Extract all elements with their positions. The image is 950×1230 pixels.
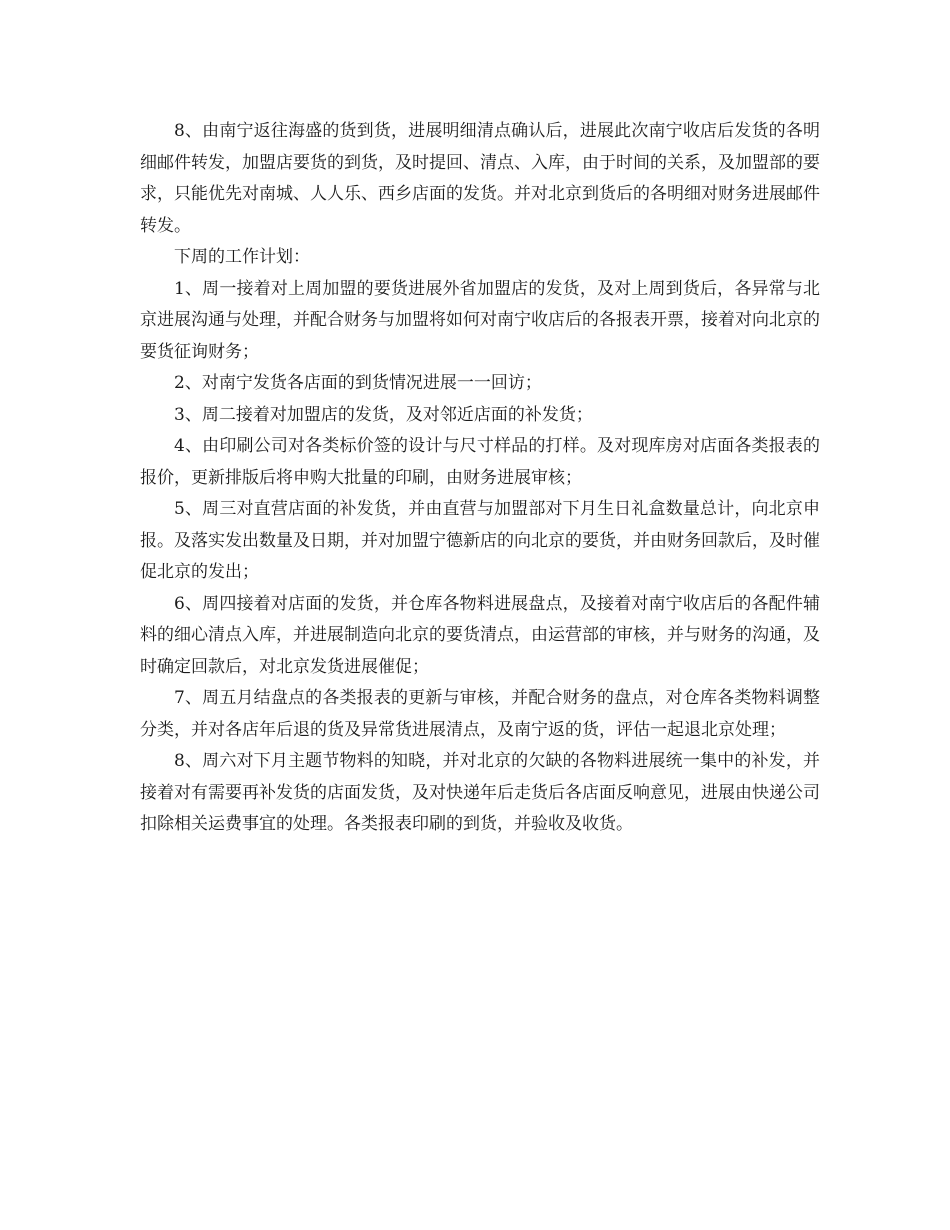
document-body — [140, 116, 820, 841]
paragraph-item-8-shipping: 8、由南宁返往海盛的货到货，进展明细清点确认后，进展此次南宁收店后发货的各明细邮件转发，加盟店要货的到货，及时提回、清点、入库，由于时间的关系，及加盟部的要求，只能优先对南城、人人乐、西乡店面的发货。并对北京到货后的各明细对财务进展邮件转发。 — [140, 121, 820, 236]
plan-item-thursday: 6、周四接着对店面的发货，并仓库各物料进展盘点，及接着对南宁收店后的各配件辅料的细心清点入库，并进展制造向北京的要货清点，由运营部的审核，并与财务的沟通，及时确定回款后，对北京发货进展催促； — [140, 593, 820, 677]
plan-item-tuesday: 3、周二接着对加盟店的发货，及对邻近店面的补发货； — [174, 404, 593, 425]
plan-item-monday: 1、周一接着对上周加盟的要货进展外省加盟店的发货，及对上周到货后，各异常与北京进展沟通与处理，并配合财务与加盟将如何对南宁收店后的各报表开票，接着对向北京的要货征询财务； — [140, 278, 820, 362]
plan-item-wednesday: 5、周三对直营店面的补发货，并由直营与加盟部对下月生日礼盒数量总计，向北京申报。及落实发出数量及日期，并对加盟宁德新店的向北京的要货，并由财务回款后，及时催促北京的发出； — [140, 499, 820, 582]
plan-item-saturday: 8、周六对下月主题节物料的知晓，并对北京的欠缺的各物料进展统一集中的补发，并接着对有需要再补发货的店面发货，及对快递年后走货后各店面反响意见，进展由快递公司扣除相关运费事宜的处理。各类报表印刷的到货，并验收及收货。 — [140, 751, 820, 834]
plan-item-friday: 7、周五月结盘点的各类报表的更新与审核，并配合财务的盘点，对仓库各类物料调整分类，并对各店年后退的货及异常货进展清点，及南宁返的货，评估一起退北京处理； — [140, 688, 820, 740]
plan-item-revisit: 2、对南宁发货各店面的到货情况进展一一回访； — [174, 373, 542, 393]
next-week-plan-heading: 下周的工作计划： — [174, 247, 310, 267]
plan-item-printing: 4、由印刷公司对各类标价签的设计与尺寸样品的打样。及对现库房对店面各类报表的报价，更新排版后将申购大批量的印刷，由财务进展审核； — [140, 436, 820, 488]
